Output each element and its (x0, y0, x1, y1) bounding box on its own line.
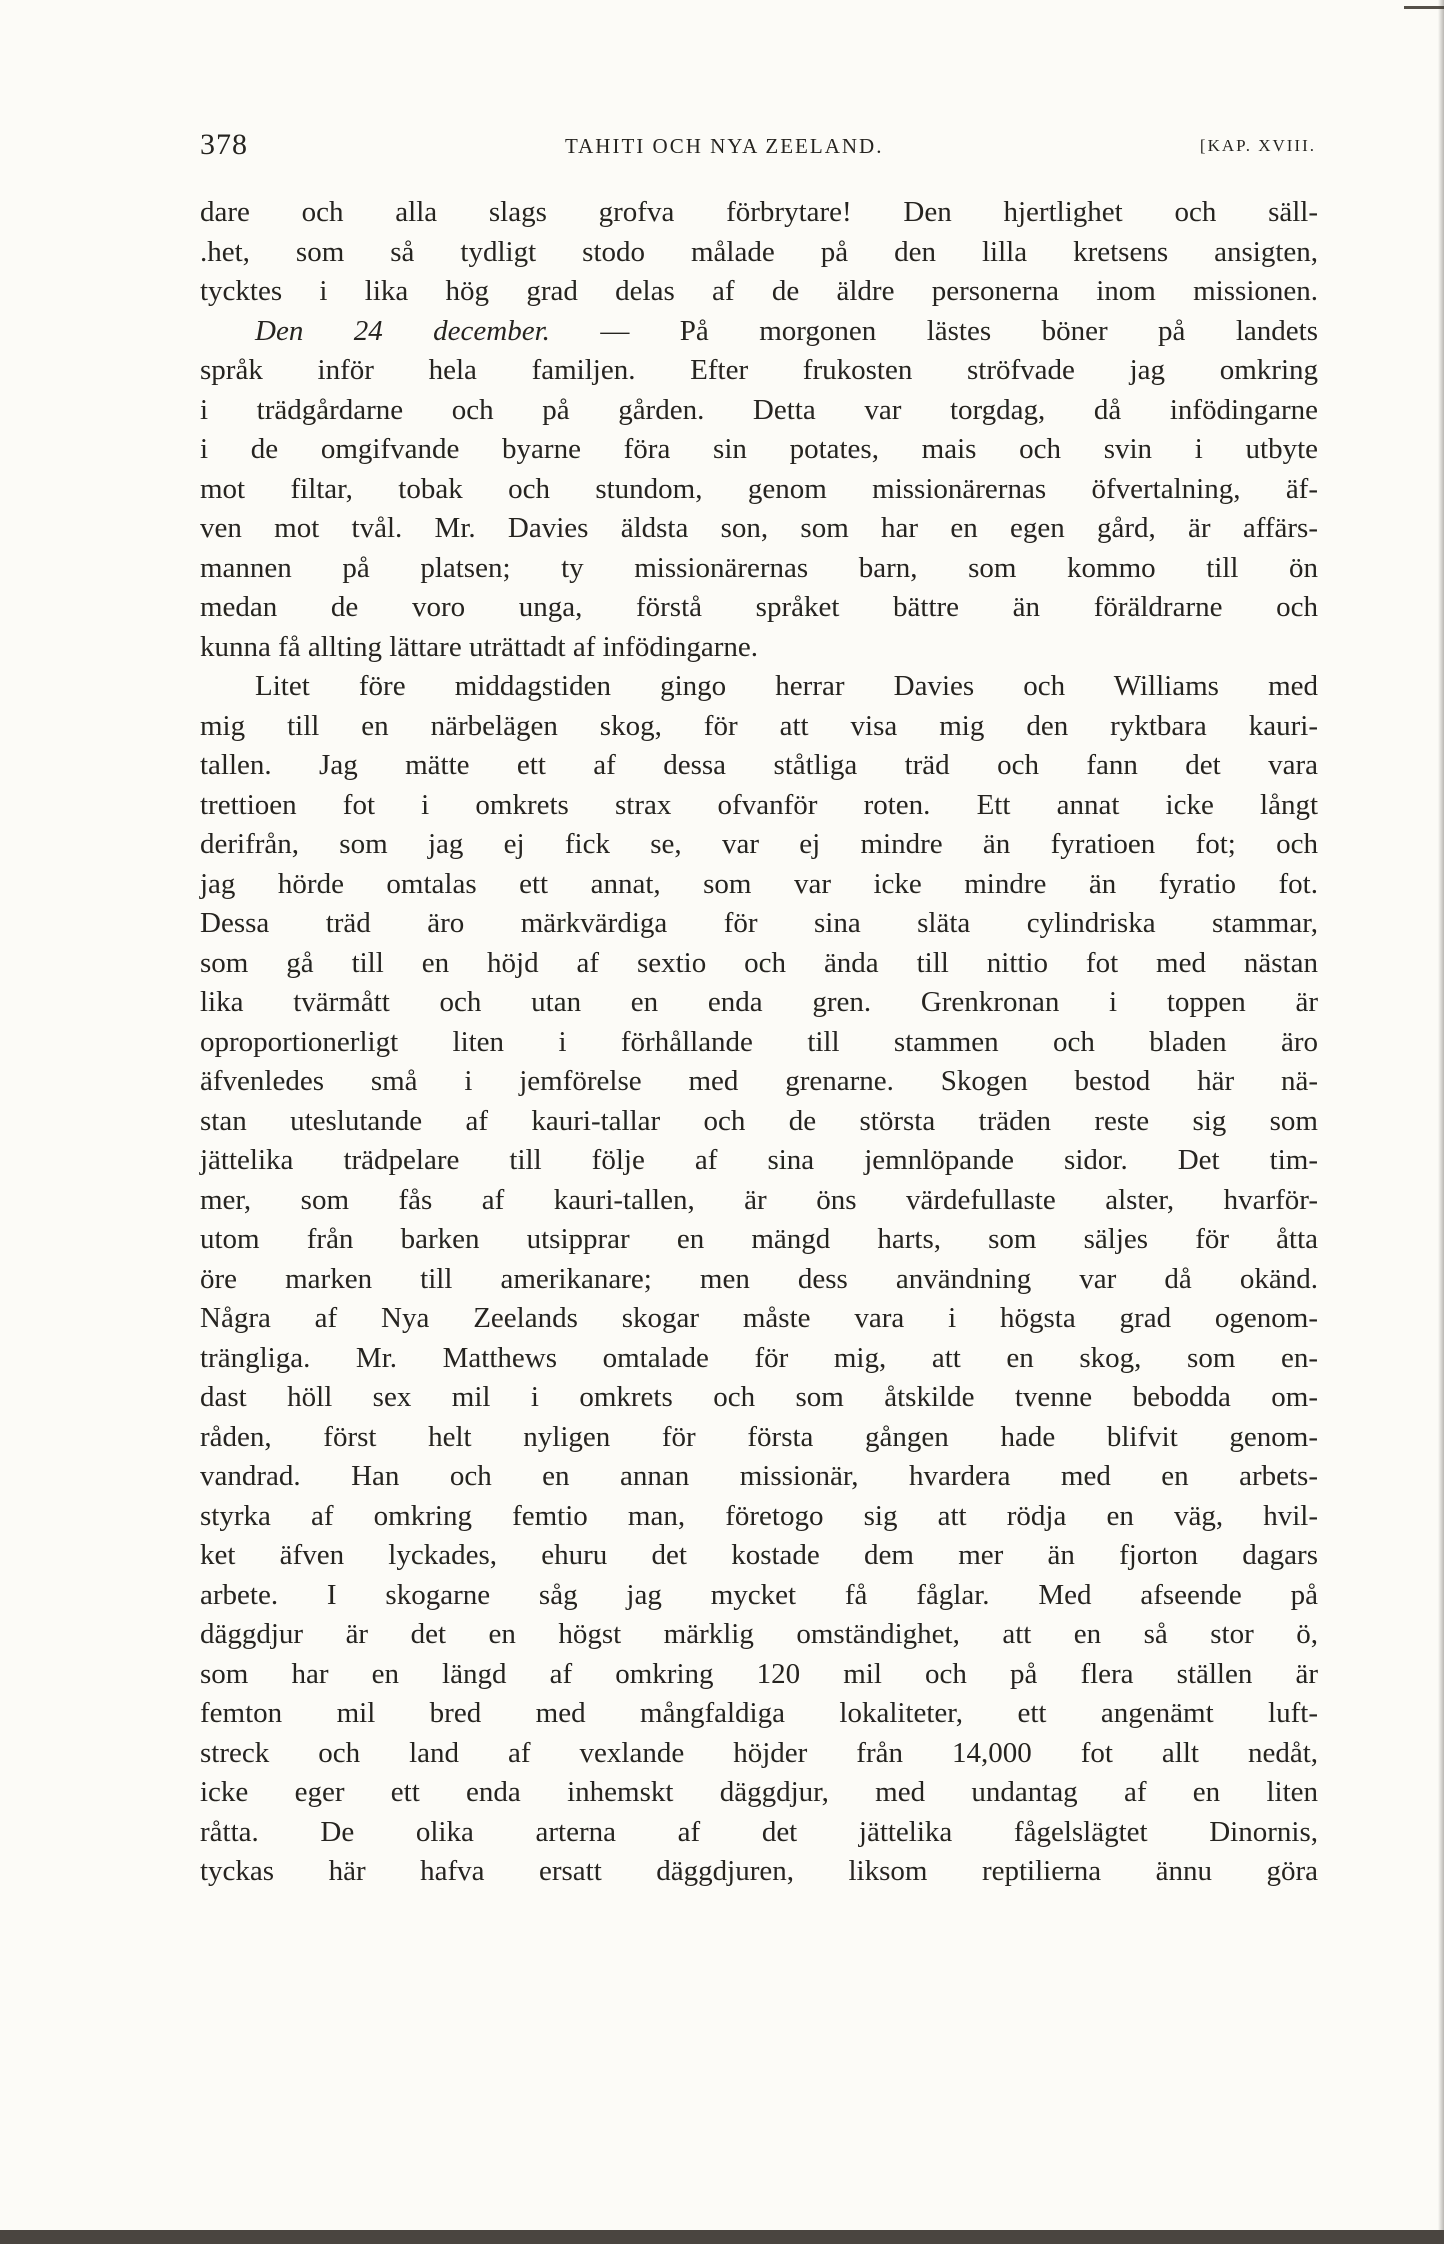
text-line: som gå till en höjd af sextio och ända till nittio fot med nästan (200, 946, 1318, 979)
text-line: mig till en närbelägen skog, för att visa mig den ryktbara kauri- (200, 709, 1318, 742)
text-line: jag hörde omtalas ett annat, som var icke mindre än fyratio fot. (200, 867, 1318, 900)
text-line: råden, först helt nyligen för första gången hade blifvit genom- (200, 1420, 1318, 1453)
text-line: oproportionerligt liten i förhållande till stammen och bladen äro (200, 1025, 1318, 1058)
text-line-dated-entry (200, 312, 1318, 352)
text-line: öre marken till amerikanare; men dess användning var då okänd. (200, 1262, 1318, 1295)
text-line: tallen. Jag mätte ett af dessa ståtliga träd och fann det vara (200, 749, 1318, 781)
text-line: arbete. I skogarne såg jag mycket få fåglar. Med afseende på (200, 1578, 1318, 1611)
text-line: dast höll sex mil i omkrets och som åtskilde tvenne bebodda om- (200, 1381, 1318, 1413)
chapter-reference: [KAP. XVIII. (1199, 136, 1316, 155)
text-line: utom från barken utsipprar en mängd harts, som säljes för åtta (200, 1223, 1318, 1255)
text-line: kunna få allting lättare uträttadt af infödingarne. (200, 630, 759, 663)
text-line: äfvenledes små i jemförelse med grenarne. Skogen bestod här nä- (200, 1065, 1318, 1097)
running-title: TAHITI OCH NYA ZEELAND. (565, 134, 884, 158)
text-line: mot filtar, tobak och stundom, genom missionärernas öfvertalning, äf- (200, 472, 1318, 505)
text-line: råtta. De olika arterna af det jättelika fågelslägtet Dinornis, (200, 1815, 1318, 1848)
text-line: styrka af omkring femtio man, företogo sig att rödja en väg, hvil- (200, 1499, 1318, 1532)
text-line: mer, som fås af kauri-tallen, är öns värdefullaste alster, hvarför- (200, 1183, 1318, 1216)
text-line: språk inför hela familjen. Efter frukosten ströfvade jag omkring (200, 354, 1318, 386)
date-heading: Den 24 december. (255, 314, 550, 347)
text-line: trettioen fot i omkrets strax ofvanför roten. Ett annat icke långt (200, 788, 1318, 821)
scan-bottom-edge (0, 2230, 1444, 2244)
page-header (200, 128, 1316, 168)
text-line: mannen på platsen; ty missionärernas barn, som kommo till ön (200, 551, 1318, 584)
text-line: vandrad. Han och en annan missionär, hvardera med en arbets- (200, 1460, 1318, 1492)
text-line: trängliga. Mr. Matthews omtalade för mig, att en skog, som en- (200, 1341, 1318, 1374)
text-line: jättelika trädpelare till följe af sina jemnlöpande sidor. Det tim- (200, 1144, 1318, 1176)
text-line: tycktes i lika hög grad delas af de äldre personerna inom missionen. (200, 275, 1318, 307)
page-edge-shadow (1438, 0, 1444, 2244)
text-line: Litet före middagstiden gingo herrar Davies och Williams med (255, 670, 1318, 702)
text-line: som har en längd af omkring 120 mil och på flera ställen är (200, 1657, 1318, 1690)
text-line: femton mil bred med mångfaldiga lokaliteter, ett angenämt luft- (200, 1697, 1318, 1729)
text-line: Dessa träd äro märkvärdiga för sina släta cylindriska stammar, (200, 907, 1318, 939)
text-line-rest: — På morgonen lästes böner på landets (549, 314, 1318, 347)
text-line: ven mot tvål. Mr. Davies äldsta son, som har en egen gård, är affärs- (200, 512, 1318, 544)
text-line: derifrån, som jag ej fick se, var ej mindre än fyratioen fot; och (200, 828, 1318, 860)
text-line: medan de voro unga, förstå språket bättre än föräldrarne och (200, 591, 1318, 623)
text-line: .het, som så tydligt stodo målade på den lilla kretsens ansigten, (200, 235, 1318, 268)
text-line: tyckas här hafva ersatt däggdjuren, liksom reptilierna ännu göra (200, 1855, 1318, 1887)
page-number: 378 (200, 128, 248, 161)
text-line: i de omgifvande byarne föra sin potates, mais och svin i utbyte (200, 433, 1318, 465)
body-text (200, 193, 1318, 1892)
text-line: i trädgårdarne och på gården. Detta var torgdag, då infödingarne (200, 393, 1318, 426)
text-line: däggdjur är det en högst märklig omständighet, att en så stor ö, (200, 1618, 1318, 1650)
text-line: icke eger ett enda inhemskt däggdjur, med undantag af en liten (200, 1776, 1318, 1808)
text-line: dare och alla slags grofva förbrytare! Den hjertlighet och säll- (200, 196, 1318, 228)
text-line: Några af Nya Zeelands skogar måste vara i högsta grad ogenom- (200, 1302, 1318, 1334)
text-line: ket äfven lyckades, ehuru det kostade dem mer än fjorton dagars (200, 1539, 1318, 1571)
text-line: streck och land af vexlande höjder från 14,000 fot allt nedåt, (200, 1736, 1318, 1769)
text-line: lika tvärmått och utan en enda gren. Grenkronan i toppen är (200, 986, 1318, 1018)
text-line: stan uteslutande af kauri-tallar och de största träden reste sig som (200, 1104, 1318, 1137)
